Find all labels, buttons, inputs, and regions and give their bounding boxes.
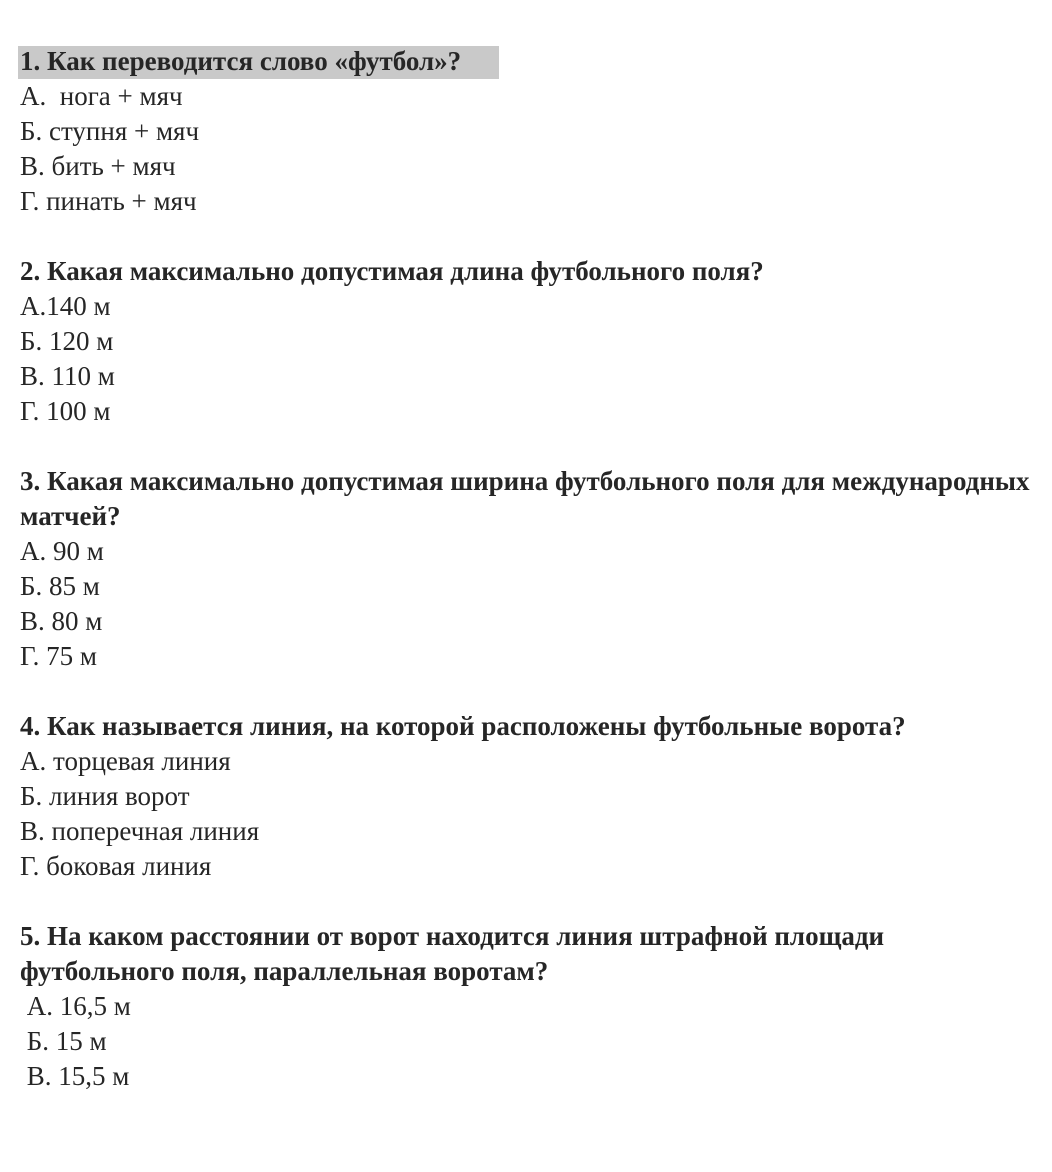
answer-option: В. 15,5 м bbox=[20, 1061, 130, 1091]
answer-option: В. бить + мяч bbox=[20, 151, 176, 181]
answer-option: Г. 100 м bbox=[20, 396, 111, 426]
highlighted-title: 1. Как переводится слово «футбол»? bbox=[18, 46, 499, 79]
answer-option: Б. 85 м bbox=[20, 571, 100, 601]
answer-option: А. нога + мяч bbox=[20, 81, 183, 111]
question-4 bbox=[20, 709, 1040, 884]
answer-option: Б. 15 м bbox=[20, 1026, 107, 1056]
quiz-document bbox=[20, 44, 1040, 1129]
answer-option: Б. ступня + мяч bbox=[20, 116, 200, 146]
answer-option: Г. боковая линия bbox=[20, 851, 212, 881]
answer-option: Б. 120 м bbox=[20, 326, 114, 356]
question-title: 4. Как называется линия, на которой расположены футбольные ворота? bbox=[20, 711, 906, 741]
question-title: 2. Какая максимально допустимая длина футбольного поля? bbox=[20, 256, 764, 286]
answer-option: Б. линия ворот bbox=[20, 781, 190, 811]
answer-option: Г. 75 м bbox=[20, 641, 97, 671]
question-1 bbox=[20, 44, 1040, 219]
answer-option: А. торцевая линия bbox=[20, 746, 231, 776]
question-title: 3. Какая максимально допустимая ширина футбольного поля для международных матчей? bbox=[20, 466, 1030, 531]
answer-option: В. 110 м bbox=[20, 361, 115, 391]
question-title bbox=[20, 44, 1040, 79]
question-2 bbox=[20, 254, 1040, 429]
answer-option: В. поперечная линия bbox=[20, 816, 260, 846]
answer-option: Г. пинать + мяч bbox=[20, 186, 197, 216]
answer-option: А. 90 м bbox=[20, 536, 104, 566]
answer-option: А. 16,5 м bbox=[20, 991, 131, 1021]
answer-option: А.140 м bbox=[20, 291, 111, 321]
question-5 bbox=[20, 919, 1040, 1094]
question-title: 5. На каком расстоянии от ворот находится линия штрафной площади футбольного поля, параллельная воротам? bbox=[20, 921, 885, 986]
question-3 bbox=[20, 464, 1040, 674]
answer-option: В. 80 м bbox=[20, 606, 103, 636]
